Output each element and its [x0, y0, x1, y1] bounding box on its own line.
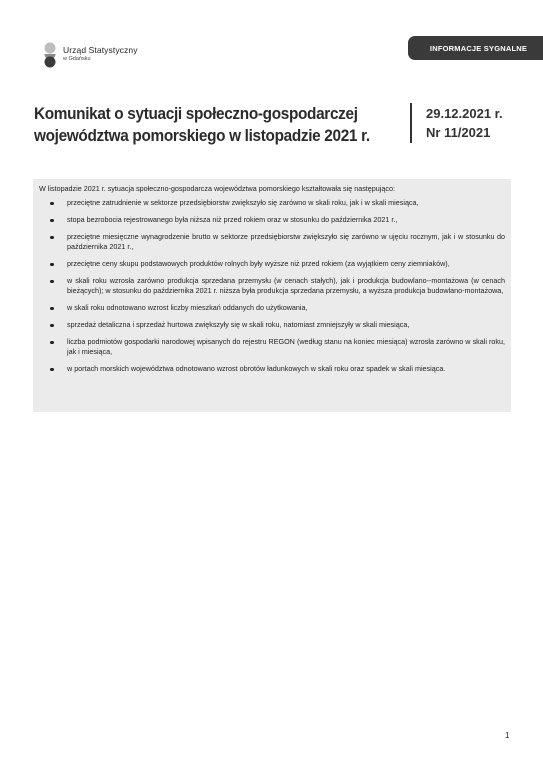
statistics-office-logo-icon	[41, 42, 59, 70]
list-item-text: w skali roku odnotowano wzrost liczby mieszkań oddanych do użytkowania,	[67, 303, 308, 312]
bullet-icon	[50, 263, 54, 267]
bullet-icon	[50, 368, 54, 372]
summary-list	[39, 198, 505, 374]
title-line-1: Komunikat o sytuacji społeczno-gospodarczej	[34, 105, 358, 123]
list-item	[39, 215, 505, 225]
document-type-badge: INFORMACJE SYGNALNE	[408, 36, 543, 60]
page-number: 1	[505, 731, 510, 740]
list-item-text: w portach morskich województwa odnotowano wzrost obrotów ładunkowych w skali roku oraz spadek w skali miesiąca.	[67, 364, 446, 373]
list-item-text: w skali roku wzrosła zarówno produkcja sprzedana przemysłu (w cenach stałych), jak i produkcja budowlano--montażowa (w cenach bieżących); w stosunku do października 2021 r. niższa była produkcja sprzedana przemysłu, a wyższa produkcja budowlano-montażowa,	[67, 276, 505, 295]
list-item-text: sprzedaż detaliczna i sprzedaż hurtowa zwiększyły się w skali roku, natomiast zmniejszyły w skali miesiąca,	[67, 320, 410, 329]
bullet-icon	[50, 341, 54, 345]
list-item	[39, 232, 505, 252]
bullet-icon	[50, 236, 54, 240]
bullet-icon	[50, 324, 54, 328]
logo-name: Urząd Statystyczny	[63, 45, 138, 55]
list-item	[39, 364, 505, 374]
summary-box	[33, 179, 511, 412]
office-logo	[41, 42, 141, 72]
list-item	[39, 320, 505, 330]
publication-meta	[426, 104, 503, 142]
list-item-text: stopa bezrobocia rejestrowanego była niższa niż przed rokiem oraz w stosunku do października 2021 r.,	[67, 215, 398, 224]
list-item-text: przeciętne ceny skupu podstawowych produktów rolnych były wyższe niż przed rokiem (za wyjątkiem ceny ziemniaków),	[67, 259, 450, 268]
bullet-icon	[50, 202, 54, 206]
bullet-icon	[50, 280, 54, 284]
list-item	[39, 337, 505, 357]
list-item-text: liczba podmiotów gospodarki narodowej wpisanych do rejestru REGON (według stanu na koniec miesiąca) wzrosła zarówno w skali roku, jak i miesiąca,	[67, 337, 505, 356]
list-item-text: przeciętne miesięczne wynagrodzenie brutto w sektorze przedsiębiorstw zwiększyło się zarówno w ujęciu rocznym, jak i w stosunku do października 2021 r.,	[67, 232, 505, 251]
list-item	[39, 198, 505, 208]
list-item	[39, 303, 505, 313]
publication-date: 29.12.2021 r.	[426, 106, 503, 121]
title-line-2: województwa pomorskiego w listopadzie 2021 r.	[34, 127, 370, 145]
page-title	[34, 103, 369, 147]
summary-intro: W listopadzie 2021 r. sytuacja społeczno-gospodarcza województwa pomorskiego kształtowała się następująco:	[39, 184, 395, 193]
title-divider	[410, 103, 412, 143]
logo-subtitle: w Gdańsku	[63, 56, 91, 62]
list-item-text: przeciętne zatrudnienie w sektorze przedsiębiorstw zwiększyło się zarówno w skali roku, jak i w skali miesiąca,	[67, 198, 419, 207]
bullet-icon	[50, 219, 54, 223]
publication-number: Nr 11/2021	[426, 125, 491, 140]
list-item	[39, 259, 505, 269]
list-item	[39, 276, 505, 296]
bullet-icon	[50, 307, 54, 311]
